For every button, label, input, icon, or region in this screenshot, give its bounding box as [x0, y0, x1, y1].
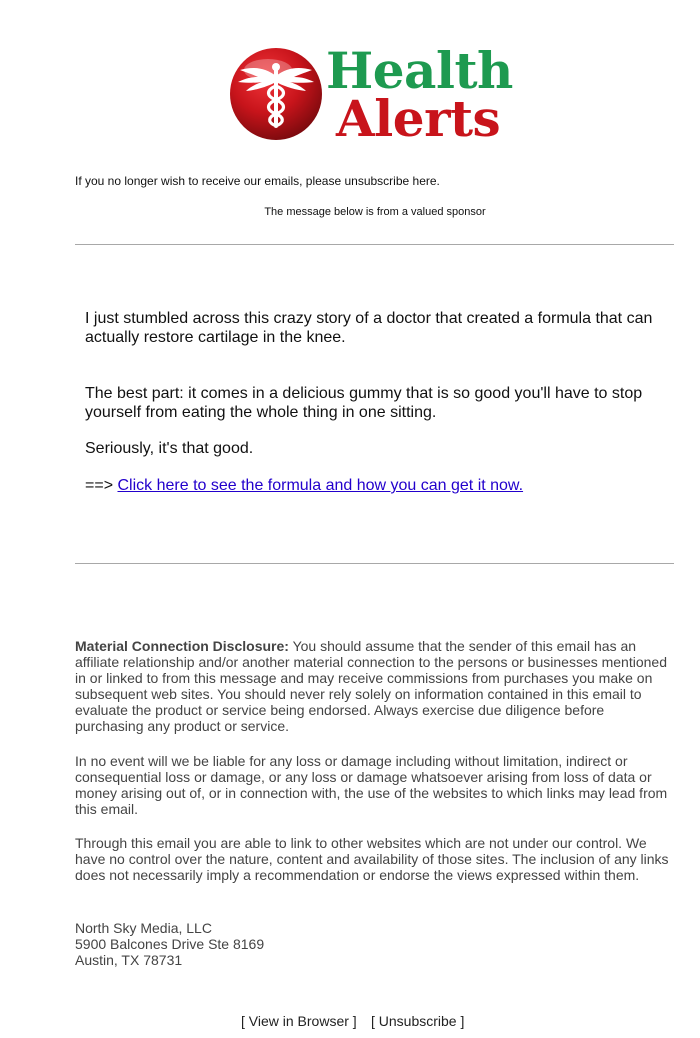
bottom-divider [75, 563, 674, 564]
unsubscribe-notice [75, 174, 440, 188]
external-links-disclaimer: Through this email you are able to link to other websites which are not under our control. We have no control over the nature, content and availability of those sites. The inclusion of any links does not necessarily imply a recommendation or endorse the views expressed within them. [75, 835, 669, 883]
unsubscribe-notice-suffix: . [436, 174, 440, 188]
message-paragraph-1: I just stumbled across this crazy story of a doctor that created a formula that can actually restore cartilage in the knee. [85, 310, 653, 346]
cta-arrow: ==> [85, 477, 118, 494]
liability-disclaimer: In no event will we be liable for any loss or damage including without limitation, indirect or consequential loss or damage, or any loss or damage whatsoever arising from loss of data or money arising out of, or in connection with, the use of the websites to which links may lead from this email. [75, 753, 668, 817]
city-state-zip: Austin, TX 78731 [75, 952, 183, 968]
top-divider [75, 244, 674, 245]
call-to-action [85, 476, 665, 495]
sender-address [75, 920, 264, 968]
health-alerts-logo [228, 41, 528, 148]
logo-word-health: Health [326, 41, 513, 100]
message-paragraph-3: Seriously, it's that good. [85, 440, 254, 457]
street-address: 5900 Balcones Drive Ste 8169 [75, 936, 265, 952]
unsubscribe-here-link[interactable]: unsubscribe here [344, 174, 437, 188]
view-in-browser-link[interactable]: [ View in Browser ] [241, 1013, 357, 1029]
sponsor-notice: The message below is from a valued sponsor [264, 206, 486, 218]
company-name: North Sky Media, LLC [75, 920, 212, 936]
cta-link[interactable]: Click here to see the formula and how you can get it now. [117, 477, 524, 494]
caduceus-icon [228, 46, 324, 142]
disclosure-label: Material Connection Disclosure: [75, 638, 289, 654]
message-paragraph-2: The best part: it comes in a delicious gummy that is so good you'll have to stop yourself from eating the whole thing in one sitting. [85, 385, 643, 421]
disclosure-text: You should assume that the sender of this email has an affiliate relationship and/or another material connection to the persons or businesses mentioned in or linked to from this message and may receive commissions from purchases you make on subsequent web sites. You should never rely solely on information contained in this email to evaluate the product or service being endorsed. Always exercise due diligence before purchasing any product or service. [75, 638, 667, 734]
unsubscribe-notice-prefix: If you no longer wish to receive our emails, please [75, 174, 345, 188]
logo-word-alerts: Alerts [336, 89, 501, 148]
footer-unsubscribe-link[interactable]: [ Unsubscribe ] [371, 1013, 465, 1029]
material-connection-disclosure [75, 638, 675, 734]
